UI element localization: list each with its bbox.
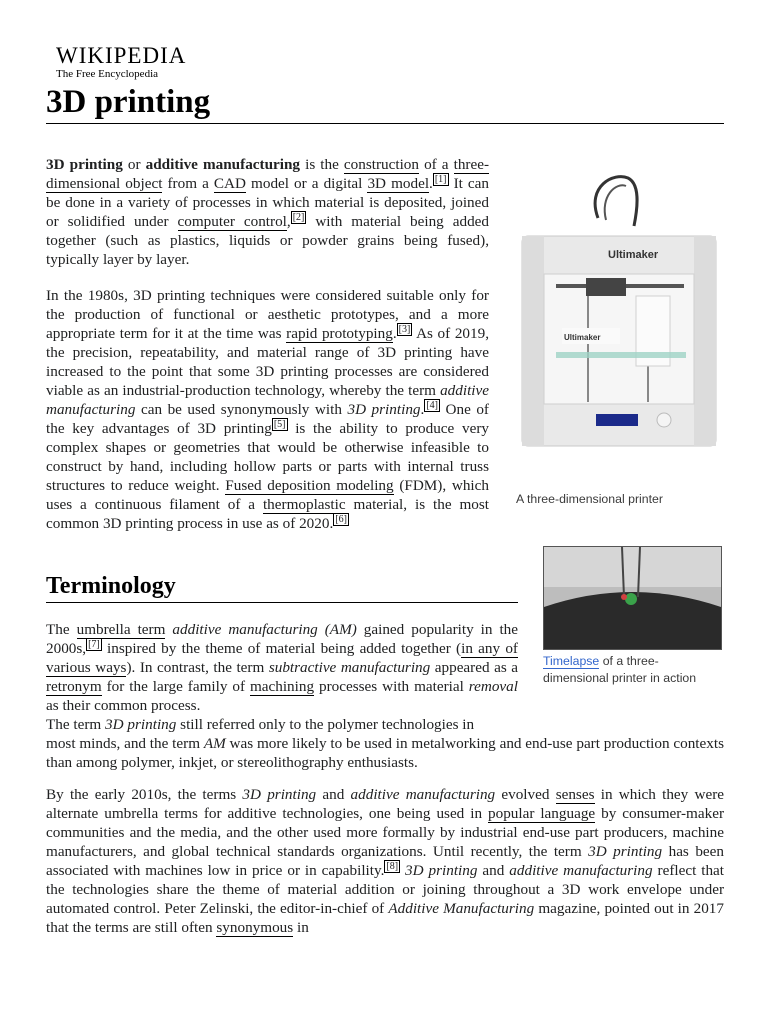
bold-term: 3D printing [46, 156, 123, 173]
citation [424, 399, 440, 412]
link-machining[interactable]: machining [249, 678, 315, 695]
intro-paragraph-2 [46, 286, 489, 533]
citation [433, 173, 449, 186]
text-run: has been associated with machines low in price or in capability. [46, 843, 724, 879]
reference-link[interactable]: [3] [398, 324, 411, 335]
link-synonymous[interactable]: synonymous [216, 919, 294, 936]
reference-link[interactable]: [4] [426, 400, 438, 411]
filament-tube [605, 185, 626, 220]
italic-term: Additive Manufacturing [388, 900, 535, 917]
text-run: gained popularity in the 2000s, [46, 621, 519, 657]
text-run: magazine, pointed out in 2017 that the terms are still often [46, 900, 724, 936]
logo-wordmark: WIKIPEDIA [56, 43, 187, 68]
text-run: by consumer-maker communities and the media, and the other used more formally by industrial end-use part producers, machine manufacturers, and global technical standards organizations. Until recently, the term [46, 805, 725, 860]
text-run: most minds, and the term [46, 735, 204, 752]
text-run: processes with material [314, 678, 469, 695]
italic-term: AM [203, 735, 226, 752]
intro-paragraph-1 [46, 155, 489, 269]
text-run: The [46, 621, 77, 638]
link-construction[interactable]: construction [343, 156, 419, 173]
wikipedia-logo[interactable] [56, 44, 186, 80]
display-panel [596, 414, 638, 426]
citation [397, 323, 413, 336]
italic-term: additive manufacturing (AM) [172, 621, 357, 638]
link-3d-model[interactable]: 3D model [367, 175, 430, 192]
print-object [625, 593, 637, 605]
text-run: and [316, 786, 351, 803]
reference-link[interactable]: [1] [434, 174, 447, 185]
text-run: was more likely to be used in metalworking and end-use part production contexts than among polymer, inkjet, or stereolithography enthusiasts. [46, 735, 724, 771]
printer-image[interactable] [516, 166, 720, 452]
text-run: from a [162, 175, 214, 192]
terminology-paragraph-2 [46, 785, 724, 937]
text-run: of a [419, 156, 454, 173]
build-plate [556, 352, 686, 358]
link-cad[interactable]: CAD [213, 175, 246, 192]
text-run: inspired by the theme of material being added together ( [101, 640, 462, 657]
section-heading-terminology: Terminology [46, 573, 176, 599]
reference-link[interactable]: [5] [273, 419, 286, 430]
print-object [621, 594, 627, 600]
italic-term: additive manufacturing [46, 382, 489, 418]
text-run: with material being added together (such as plastics, liquids or powder grains being fused), typically layer by layer. [46, 213, 490, 268]
figure-caption-printer: A three-dimensional printer [516, 492, 663, 506]
link-senses[interactable]: senses [555, 786, 595, 803]
italic-term: 3D printing [588, 843, 663, 860]
text-run: in which they were alternate umbrella terms for additive technologies, one being used in [46, 786, 725, 822]
link-thermoplastic[interactable]: thermoplastic [262, 496, 346, 513]
reference-link[interactable]: [2] [292, 212, 305, 223]
italic-term: additive manufacturing [509, 862, 653, 879]
text-run: . [429, 175, 433, 192]
text-run: (FDM), which uses a continuous filament of a [46, 477, 489, 513]
text-run: It can be done in a variety of processes in which material is deposited, joined or solidified under [46, 175, 489, 230]
citation [291, 211, 307, 224]
title-divider [46, 123, 724, 124]
text-run: ). In contrast, the term [126, 659, 269, 676]
reference-link[interactable]: [8] [386, 861, 399, 872]
print-head [586, 278, 626, 296]
terminology-paragraph-1-continued [46, 734, 724, 772]
text-run: evolved [495, 786, 556, 803]
text-run: is the ability to produce very complex shapes or geometries that would be otherwise infeasible to construct by hand, including hollow parts or parts with internal truss structures to reduce weight. [46, 420, 489, 494]
italic-term: 3D printing [347, 401, 421, 418]
text-run: model or a digital [245, 175, 368, 192]
text-run: One of the key advantages of 3D printing [46, 401, 489, 437]
link-retronym[interactable]: retronym [46, 678, 102, 695]
brand-label-top: Ultimaker [608, 249, 659, 261]
citation [86, 638, 102, 651]
figure-caption-timelapse [543, 653, 723, 687]
text-run: as their common process. [46, 697, 201, 714]
logo-tagline: The Free Encyclopedia [56, 68, 159, 80]
text-run: in [293, 919, 309, 936]
text-run: can be used synonymously with [135, 401, 348, 418]
italic-term: 3D printing [242, 786, 317, 803]
text-run: for the large family of [101, 678, 250, 695]
reference-link[interactable]: [6] [335, 514, 347, 525]
brand-label-mid: Ultimaker [564, 333, 601, 342]
text-run: material, is the most common 3D printing process in use as of 2020. [46, 496, 489, 532]
text-run: and [477, 862, 510, 879]
link-timelapse[interactable]: Timelapse [543, 654, 600, 668]
text-run: . [420, 401, 425, 418]
link-in-any-of-various-ways[interactable]: in any of various ways [46, 640, 518, 676]
terminology-paragraph-1 [46, 620, 518, 734]
printer-side [522, 236, 544, 446]
printer-side [694, 236, 716, 446]
caption-text: of a three-dimensional printer in action [543, 654, 697, 685]
text-run: , [286, 213, 291, 230]
text-run: reflect that the technologies share the theme of material addition or joining throughout a 3D work envelope under automated control. Peter Zelinski, the editor-in-chief of [46, 862, 725, 917]
italic-term: subtractive manufacturing [268, 659, 431, 676]
italic-term: 3D printing [105, 716, 177, 733]
italic-term: additive manufacturing [350, 786, 496, 803]
link-umbrella-term[interactable]: umbrella term [76, 621, 166, 638]
filament-tube [595, 177, 637, 226]
citation [272, 418, 288, 431]
text-run: The term [46, 716, 106, 733]
link-rapid-prototyping[interactable]: rapid prototyping [286, 325, 393, 342]
video-frame [544, 547, 721, 649]
link-popular-language[interactable]: popular language [488, 805, 596, 822]
timelapse-video[interactable] [543, 546, 722, 650]
text-run: . [392, 325, 397, 342]
link-fused-deposition-modeling[interactable]: Fused deposition modeling [225, 477, 394, 494]
text-run: As of 2019, the precision, repeatability, and material range of 3D printing have increased to the point that some 3D printing processes are considered viable as an industrial-production technology, whereby the term [46, 325, 489, 399]
text-run: By the early 2010s, the terms [46, 786, 243, 803]
text-run: is the [300, 156, 344, 173]
citation [333, 513, 349, 526]
text-run: appeared as a [430, 659, 518, 676]
italic-term: removal [468, 678, 518, 695]
link-three-dimensional-object[interactable]: three-dimensional object [46, 156, 490, 192]
text-run: or [122, 156, 146, 173]
text-run: still referred only to the polymer technologies in [176, 716, 475, 733]
citation [384, 860, 400, 873]
page-title: 3D printing [46, 84, 211, 120]
video-top [544, 547, 721, 587]
section-divider [46, 602, 518, 603]
bold-term: additive manufacturing [145, 156, 301, 173]
reference-link[interactable]: [7] [88, 639, 100, 650]
text-run: In the 1980s, 3D printing techniques were considered suitable only for the production of functional or aesthetic prototypes, and a more appropriate term for it at the time was [46, 287, 489, 342]
control-knob [657, 413, 671, 427]
italic-term: 3D printing [405, 862, 478, 879]
link-computer-control[interactable]: computer control [177, 213, 287, 230]
